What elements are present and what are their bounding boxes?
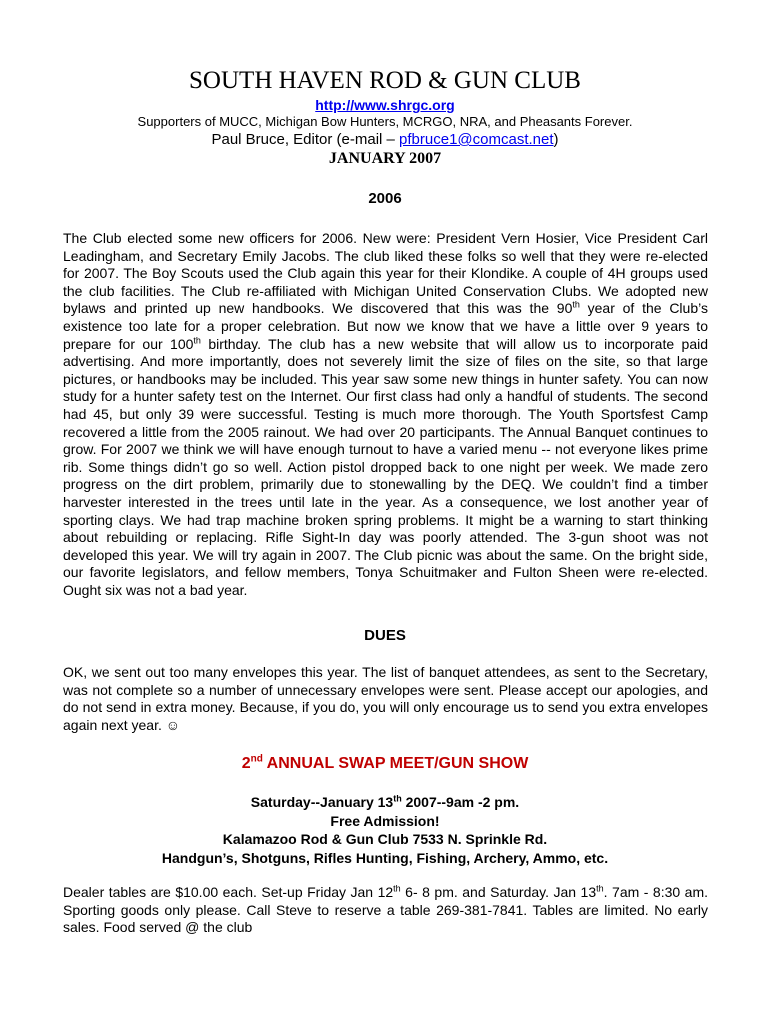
ordinal-suffix: th xyxy=(393,883,401,894)
ordinal-suffix: th xyxy=(572,299,580,310)
swap-meet-title-text: ANNUAL SWAP MEET/GUN SHOW xyxy=(262,755,529,772)
ordinal-suffix: th xyxy=(393,793,402,804)
section-2006-text xyxy=(63,230,708,599)
swap-meet-date-part2: 2007--9am -2 pm. xyxy=(401,794,520,810)
dealer-info xyxy=(63,884,708,937)
dealer-info-part3: . 7am - 8:30 am. Sporting goods only please. Call Steve to reserve a table 269-381-7841. Tables are limited. No early sales. Food served @ the club xyxy=(63,884,708,936)
ordinal-suffix: nd xyxy=(250,753,263,765)
dues-text: OK, we sent out too many envelopes this year. The list of banquet attendees, as sent to the Secretary, was not complete so a number of unnecessary envelopes were sent. Please accept our apologies, and do not send in extra money. Because, if you do, you will only encourage us to send you extra envelopes again next year. ☺ xyxy=(63,664,708,733)
swap-meet-admission: Free Admission! xyxy=(330,813,440,829)
editor-line xyxy=(0,130,770,149)
dealer-info-part2: 6- 8 pm. and Saturday. Jan 13 xyxy=(400,884,597,900)
swap-meet-date-part1: Saturday--January 13 xyxy=(250,794,394,810)
editor-suffix: ) xyxy=(553,131,559,148)
swap-meet-location: Kalamazoo Rod & Gun Club 7533 N. Sprinkle Rd. xyxy=(222,831,548,847)
editor-email-link[interactable]: pfbruce1@comcast.net xyxy=(399,131,554,148)
dues-heading: DUES xyxy=(364,627,406,644)
club-website xyxy=(0,97,770,114)
issue-date: JANUARY 2007 xyxy=(328,150,442,167)
dealer-info-part1: Dealer tables are $10.00 each. Set-up Friday Jan 12 xyxy=(63,884,394,900)
club-website-link[interactable]: http://www.shrgc.org xyxy=(315,97,455,113)
section-2006-text-part1: The Club elected some new officers for 2006. New were: President Vern Hosier, Vice President Carl Leadingham, and Secretary Emily Jacobs. The club liked these folks so well that they were re-elected for 2007. The Boy Scouts used the Club again this year for their Klondike. A couple of 4H groups used the club facilities. The Club re-affiliated with Michigan United Conservation Clubs. We adopted new bylaws and printed up new handbooks. We discovered that this was the 90 xyxy=(63,230,708,317)
swap-meet-date xyxy=(0,793,770,811)
swap-meet-title-number: 2 xyxy=(241,755,251,772)
ordinal-suffix: th xyxy=(193,334,201,345)
editor-prefix: Paul Bruce, Editor (e-mail – xyxy=(211,131,400,148)
swap-meet-title xyxy=(0,754,770,774)
ordinal-suffix: th xyxy=(596,883,604,894)
swap-meet-items: Handgun’s, Shotguns, Rifles Hunting, Fishing, Archery, Ammo, etc. xyxy=(161,850,609,866)
supporters-line: Supporters of MUCC, Michigan Bow Hunters, MCRGO, NRA, and Pheasants Forever. xyxy=(137,114,633,129)
club-title: SOUTH HAVEN ROD & GUN CLUB xyxy=(189,67,581,94)
section-2006-text-part2: year of the Club’s existence too late for a proper celebration. But now we know that we have a little over 9 years to prepare for our 100 xyxy=(63,300,708,352)
section-2006-text-part3: birthday. The club has a new website that will allow us to incorporate paid advertising. And more importantly, does not severely limit the size of files on the site, so that large pictures, or handbooks may be included. This year saw some new things in hunter safety. You can now study for a hunter safety test on the Internet. Our first class had only a handful of students. The second had 45, but only 39 were successful. Testing is much more thorough. The Youth Sportsfest Camp recovered a little from the 2005 rainout. We had over 20 participants. The Annual Banquet continues to grow. For 2007 we think we will have enough turnout to have a varied menu -- not everyone likes prime rib. Some things didn’t go so well. Action pistol dropped back to one night per week. We made zero progress on the dirt problem, primarily due to stonewalling by the DEQ. We couldn’t find a timber harvester interested in the trees until late in the year. As a consequence, we lost another year of sporting clays. We had trap machine broken spring problems. It might be a warning to start thinking about rebuilding or replacing. Rifle Sight-In day was poorly attended. The 3-gun shoot was not developed this year. We will try again in 2007. The Club picnic was about the same. On the bright side, our favorite legislators, and fellow members, Tonya Schuitmaker and Fulton Sheen were re-elected. Ought six was not a bad year. xyxy=(63,335,708,598)
section-2006-heading: 2006 xyxy=(368,190,402,207)
